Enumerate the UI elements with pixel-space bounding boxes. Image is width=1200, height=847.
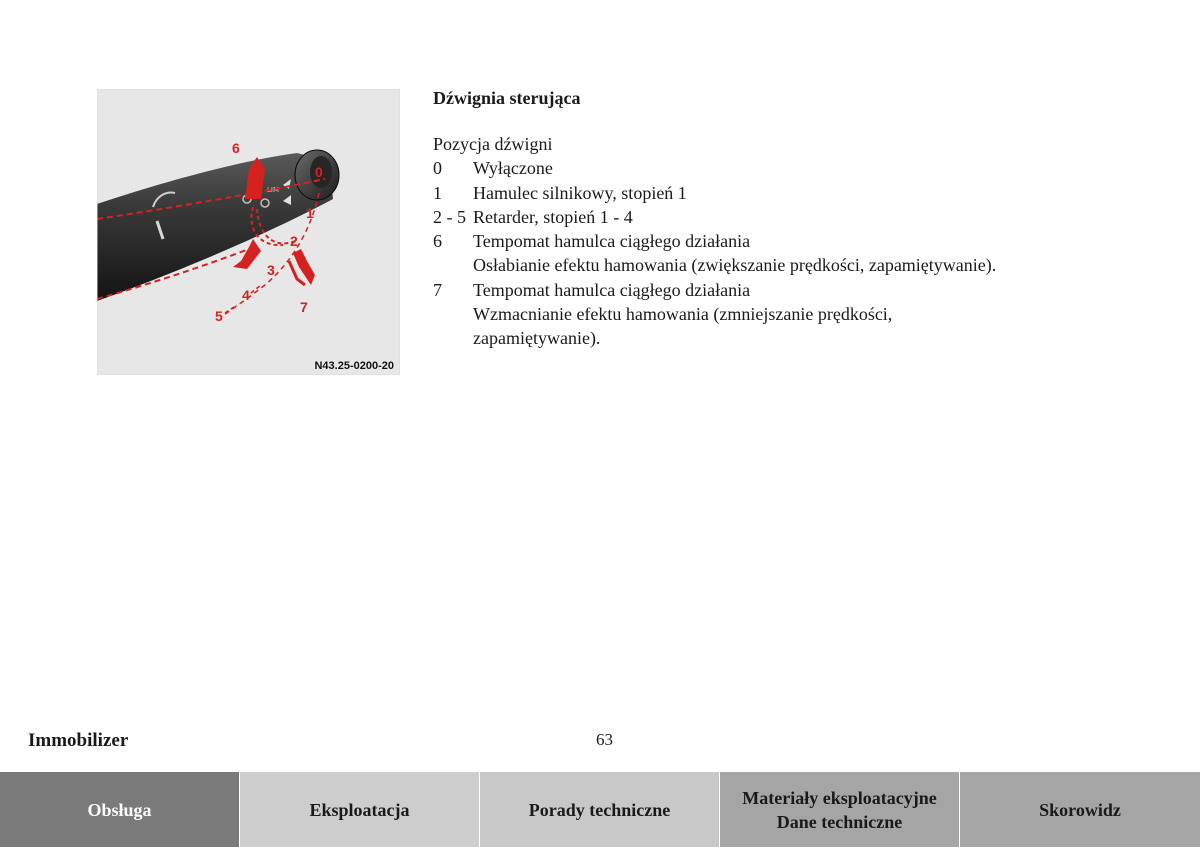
position-description: Wyłączone	[473, 158, 553, 179]
lim-symbol: LIM	[267, 186, 280, 194]
tab-eksploatacja[interactable]	[240, 772, 480, 847]
tab-label: Obsługa	[87, 799, 152, 820]
section-name: Immobilizer	[28, 730, 129, 751]
description-line: Tempomat hamulca ciągłego działania	[473, 231, 751, 252]
tab-materialy-dane[interactable]	[720, 772, 960, 847]
marker-3: 3	[267, 262, 275, 278]
position-item-2-5	[433, 205, 1133, 229]
position-item-7	[433, 278, 1133, 351]
position-number: 7	[433, 279, 442, 300]
marker-2: 2	[290, 233, 298, 249]
lever-drawing	[97, 89, 400, 375]
tab-label: Materiały eksploatacyjne	[742, 787, 937, 808]
marker-4: 4	[242, 287, 250, 303]
position-subheading: Pozycja dźwigni	[433, 134, 553, 154]
tab-porady-techniczne[interactable]	[480, 772, 720, 847]
description-line: zapamiętywanie).	[473, 328, 601, 349]
section-heading: Dźwignia sterująca	[433, 88, 581, 108]
description-line: Wzmacnianie efektu hamowania (zmniejszanie prędkości,	[473, 304, 893, 325]
position-item-6	[433, 229, 1133, 278]
tab-label: Porady techniczne	[528, 799, 671, 820]
marker-5: 5	[215, 308, 223, 324]
position-number: 0	[433, 158, 442, 179]
tab-label: Eksploatacja	[309, 799, 410, 820]
tab-skorowidz[interactable]	[960, 772, 1200, 847]
marker-7: 7	[300, 299, 308, 315]
position-description: Retarder, stopień 1 - 4	[473, 206, 633, 227]
description-line: Osłabianie efektu hamowania (zwiększanie prędkości, zapamiętywanie).	[473, 255, 997, 276]
lever-description	[433, 86, 1133, 351]
chapter-tabs	[0, 772, 1200, 847]
position-item-1	[433, 181, 1133, 205]
tab-obsluga[interactable]	[0, 772, 240, 847]
tab-label: Dane techniczne	[776, 811, 903, 832]
figure-code: N43.25-0200-20	[314, 360, 394, 372]
page-number: 63	[596, 730, 613, 749]
position-description	[473, 229, 1133, 278]
position-description	[473, 278, 1133, 351]
lever-illustration	[97, 89, 400, 375]
marker-6: 6	[232, 140, 240, 156]
marker-1: 1	[306, 205, 314, 221]
position-description: Hamulec silnikowy, stopień 1	[473, 182, 687, 203]
position-item-0	[433, 156, 1133, 180]
position-number: 2 - 5	[433, 206, 466, 227]
position-number: 1	[433, 182, 442, 203]
marker-0: 0	[315, 164, 323, 180]
tab-label: Skorowidz	[1039, 799, 1121, 820]
position-number: 6	[433, 231, 442, 252]
description-line: Tempomat hamulca ciągłego działania	[473, 279, 751, 300]
